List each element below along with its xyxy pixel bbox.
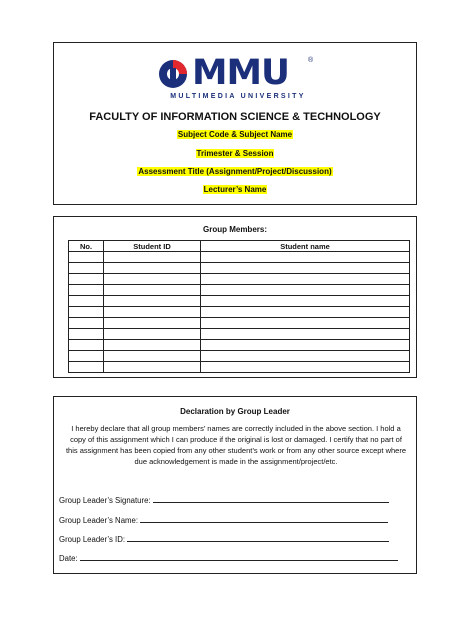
student-name-cell[interactable] (201, 252, 410, 263)
student-id-cell[interactable] (104, 307, 201, 318)
mmu-emblem-icon (158, 59, 188, 89)
trimester-line (54, 149, 416, 158)
column-header-student-name: Student name (201, 241, 410, 252)
student-id-cell[interactable] (104, 362, 201, 373)
student-id-cell[interactable] (104, 329, 201, 340)
signature-field[interactable] (59, 495, 389, 505)
leader-name-label: Group Leader’s Name: (59, 516, 139, 525)
subject-line (54, 130, 416, 139)
leader-id-line[interactable] (127, 534, 389, 542)
student-id-cell[interactable] (104, 296, 201, 307)
student-name-cell[interactable] (201, 274, 410, 285)
table-row (69, 252, 410, 263)
leader-id-field[interactable] (59, 534, 389, 544)
no-cell[interactable] (69, 340, 104, 351)
student-name-cell[interactable] (201, 263, 410, 274)
registered-mark: ® (308, 57, 314, 64)
signature-line[interactable] (153, 495, 389, 503)
no-cell[interactable] (69, 362, 104, 373)
table-row (69, 362, 410, 373)
student-name-cell[interactable] (201, 362, 410, 373)
no-cell[interactable] (69, 307, 104, 318)
table-header-row (69, 241, 410, 252)
no-cell[interactable] (69, 285, 104, 296)
assessment-placeholder: Assessment Title (Assignment/Project/Discussion) (138, 167, 332, 176)
group-members-title: Group Members: (202, 225, 267, 234)
no-cell[interactable] (69, 252, 104, 263)
faculty-title: FACULTY OF INFORMATION SCIENCE & TECHNOLOGY (89, 111, 381, 123)
table-row (69, 351, 410, 362)
group-members-table (68, 240, 410, 373)
column-header-student-id: Student ID (104, 241, 201, 252)
leader-id-label: Group Leader’s ID: (59, 535, 126, 544)
leader-name-field[interactable] (59, 515, 388, 525)
student-id-cell[interactable] (104, 252, 201, 263)
mmu-logo (158, 55, 318, 101)
table-row (69, 274, 410, 285)
student-name-cell[interactable] (201, 351, 410, 362)
table-row (69, 263, 410, 274)
no-cell[interactable] (69, 318, 104, 329)
student-id-cell[interactable] (104, 285, 201, 296)
no-cell[interactable] (69, 351, 104, 362)
logo-wordmark: MMU (192, 53, 289, 93)
student-id-cell[interactable] (104, 263, 201, 274)
declaration-title: Declaration by Group Leader (180, 407, 290, 416)
logo-subtitle: MULTIMEDIA UNIVERSITY (170, 93, 306, 100)
student-name-cell[interactable] (201, 329, 410, 340)
declaration-text: I hereby declare that all group members’ names are correctly included in the above section. I hold a copy of this assignment which I can produce if the original is lost or damaged. I certify that no part of this assignment has been copied from any other student’s work or from any other source except where due acknowledgement is made in the assignment/project/etc. (65, 424, 407, 466)
date-field[interactable] (59, 553, 398, 563)
lecturer-placeholder: Lecturer’s Name (203, 185, 267, 194)
date-line[interactable] (80, 553, 398, 561)
table-row (69, 307, 410, 318)
declaration-box (53, 396, 417, 574)
no-cell[interactable] (69, 296, 104, 307)
student-name-cell[interactable] (201, 285, 410, 296)
student-name-cell[interactable] (201, 296, 410, 307)
date-label: Date: (59, 554, 78, 563)
trimester-placeholder: Trimester & Session (196, 149, 274, 158)
subject-placeholder: Subject Code & Subject Name (177, 130, 293, 139)
student-name-cell[interactable] (201, 340, 410, 351)
student-name-cell[interactable] (201, 307, 410, 318)
student-id-cell[interactable] (104, 274, 201, 285)
cover-header-box (53, 42, 417, 205)
table-row (69, 329, 410, 340)
table-row (69, 296, 410, 307)
group-members-box (53, 216, 417, 378)
assessment-line (54, 167, 416, 176)
table-row (69, 340, 410, 351)
table-row (69, 285, 410, 296)
no-cell[interactable] (69, 329, 104, 340)
leader-name-line[interactable] (140, 515, 388, 523)
student-id-cell[interactable] (104, 351, 201, 362)
no-cell[interactable] (69, 274, 104, 285)
signature-label: Group Leader’s Signature: (59, 496, 151, 505)
column-header-no: No. (69, 241, 104, 252)
student-id-cell[interactable] (104, 318, 201, 329)
student-id-cell[interactable] (104, 340, 201, 351)
lecturer-line (54, 185, 416, 194)
no-cell[interactable] (69, 263, 104, 274)
student-name-cell[interactable] (201, 318, 410, 329)
table-row (69, 318, 410, 329)
